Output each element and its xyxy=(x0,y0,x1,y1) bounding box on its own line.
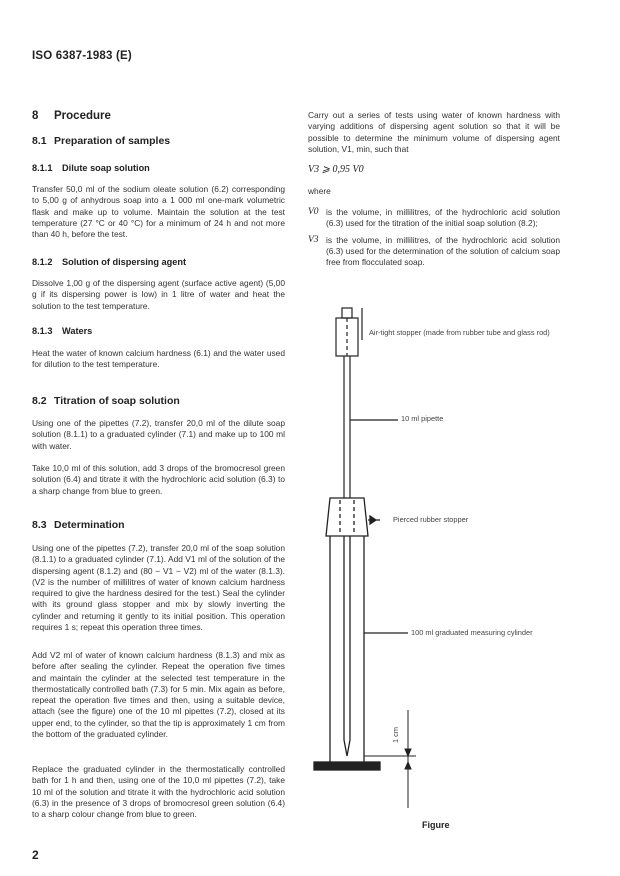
section-title: Procedure xyxy=(54,110,111,122)
page-header: ISO 6387-1983 (E) xyxy=(32,50,132,62)
dimension-label: 1 cm xyxy=(391,726,400,743)
callout-pierced-rubber-stopper: Pierced rubber stopper xyxy=(393,515,469,524)
definition-list xyxy=(308,207,560,273)
formula: V3 ⩾ 0,95 V0 xyxy=(308,164,364,175)
page-number: 2 xyxy=(32,848,39,862)
section-8-3-para-2: Add V2 ml of water of known calcium hardness (8.1.3) and mix as before after sealing the cylinder. Repeat the operation five times and maintain the cylinder at the selected test temperature in the thermostatically controlled bath (7.3) for 5 min. Mix again as before, repeat the operation five times and then, using a suitable device, attach (see the figure) one of the 10 ml pipettes (7.2), closed at its upper end, to the cylinder, so that the tip is approximately 1 cm from the bottom of the graduated cylinder. xyxy=(32,650,285,740)
section-8-3-para-1: Using one of the pipettes (7.2), transfer 20,0 ml of the soap solution (8.1.1) to a graduated cylinder (7.1). Add V1 ml of the solution of the dispersing agent (8.1.2) and (80 − V1 − V2) ml of the water (8.1.3). (V2 is the number of millilitres of water of known calcium hardness required to give the hardness desired for the test.) Seal the cylinder with its ground glass stopper and mix by slowly inverting the cylinder and returning it gently to its initial position. This operation requires 1 s; repeat this operation three times. xyxy=(32,543,285,633)
definition-symbol: V3 xyxy=(308,234,319,245)
section-8-1-1-text: Transfer 50,0 ml of the sodium oleate solution (6.2) corresponding to 5,00 g of anhydrous soap into a 1 000 ml one-mark volumetric flask and make up to volume. Maintain the solution at the test temperature (27 °C or 40 °C) for a minimum of 24 h and not more than 40 h, before the test. xyxy=(32,184,285,240)
section-number: 8.1.2 xyxy=(32,257,53,267)
section-8-3-heading xyxy=(32,519,285,531)
section-title: Solution of dispersing agent xyxy=(62,257,187,267)
pierced-rubber-stopper-drawing xyxy=(326,498,380,536)
apparatus-figure xyxy=(300,300,600,810)
section-8-2-heading xyxy=(32,395,285,407)
section-title: Determination xyxy=(54,519,125,531)
section-8-2-para-2: Take 10,0 ml of this solution, add 3 drops of the bromocresol green solution (6.4) and titrate it with the hydrochloric acid solution (6.3) to a sharp change from blue to green. xyxy=(32,463,285,496)
section-8-1-2-text: Dissolve 1,00 g of the dispersing agent (surface active agent) (5,00 g if its dispersing power is low) in 1 litre of water and heat the solution to the test temperature. xyxy=(32,278,285,311)
air-tight-stopper-drawing xyxy=(336,308,362,356)
section-8-1-heading xyxy=(32,135,285,147)
section-title: Waters xyxy=(62,326,93,336)
dimension-marker xyxy=(364,710,416,808)
section-8-heading xyxy=(32,110,285,122)
section-number: 8.1 xyxy=(32,135,47,147)
section-number: 8.2 xyxy=(32,395,47,407)
section-title: Dilute soap solution xyxy=(62,163,150,173)
definition-text: is the volume, in millilitres, of the hydrochloric acid solution (6.3) used for the titration of the initial soap solution (8.2); xyxy=(326,207,560,229)
section-number: 8.1.1 xyxy=(32,163,53,173)
pipette-drawing xyxy=(344,356,398,498)
section-8-3-para-3: Replace the graduated cylinder in the thermostatically controlled bath for 1 h and then, using one of the 10,0 ml pipettes (7.2), take 10 ml of the solution and titrate it with the hydrochloric acid solution (6.3) in the presence of 3 drops of bromocresol green solution (6.4) to a sharp colour change from blue to green. xyxy=(32,764,285,820)
intro-paragraph: Carry out a series of tests using water of known hardness with varying additions of dispersing agent solution so that it will be possible to determine the minimum volume of dispersing agent solution, V1, min, such that xyxy=(308,110,560,154)
section-number: 8.1.3 xyxy=(32,326,53,336)
section-title: Preparation of samples xyxy=(54,135,171,147)
callout-graduated-cylinder: 100 ml graduated measuring cylinder xyxy=(411,628,533,637)
definition-symbol: V0 xyxy=(308,207,319,217)
section-8-1-1-heading xyxy=(32,163,285,173)
section-number: 8.3 xyxy=(32,519,47,531)
section-8-1-3-heading xyxy=(32,326,285,336)
figure-caption: Figure xyxy=(422,820,450,830)
section-8-1-3-text: Heat the water of known calcium hardness (6.1) and the water used for dilution to the test temperature. xyxy=(32,348,285,370)
callout-pipette: 10 ml pipette xyxy=(401,414,444,423)
section-number: 8 xyxy=(32,110,39,122)
callout-air-tight-stopper: Air-tight stopper (made from rubber tube and glass rod) xyxy=(369,328,550,337)
definition-v3 xyxy=(308,235,560,269)
section-8-2-para-1: Using one of the pipettes (7.2), transfer 20,0 ml of the dilute soap solution (8.1.1) to a graduated cylinder (7.1) and make up to 100 ml with water. xyxy=(32,418,285,451)
section-title: Titration of soap solution xyxy=(54,395,180,407)
section-8-1-2-heading xyxy=(32,257,285,267)
where-label: where xyxy=(308,186,331,196)
definition-v0 xyxy=(308,207,560,230)
definition-text: is the volume, in millilitres, of the hydrochloric acid solution (6.3) used for the determination of the solution of calcium soap free from flocculated soap. xyxy=(326,234,560,268)
